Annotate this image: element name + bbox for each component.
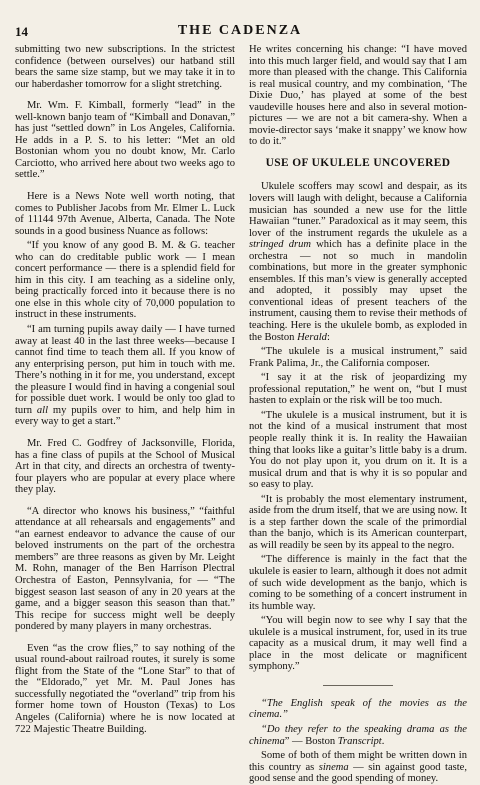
text-run: “Do they refer to the speaking drama as the [261, 723, 467, 735]
paragraph [15, 324, 235, 428]
emphasis: sinema [318, 761, 349, 773]
paragraph: submitting two new subscriptions. In the strictest confidence (between ourselves) our hatband still bears the same size stamp, but we may take it in to our haberdasher tomorrow for a slight stretching. [15, 44, 235, 90]
page-number: 14 [15, 24, 28, 39]
section-title: USE OF UKULELE UNCOVERED [265, 156, 451, 169]
paragraph: “The ukulele is a musical instrument, but it is not the kind of a musical instrument that most people really think it is. In reality the Hawaiian thing that looks like a guitar’s little baby is a drum. You do not play upon it, you drum on it. It is a musical drum and that is why it is so popular and so easy to play. [249, 409, 467, 491]
paragraph: “The difference is mainly in the fact that the ukulele is easier to learn, although it does not admit of such wide development as the banjo, which is coming to be something of a concert instrument in its humble way. [249, 554, 467, 612]
text-run: . [381, 735, 385, 747]
paragraph: Mr. Fred C. Godfrey of Jacksonville, Florida, has a fine class of pupils at the School of Musical Art in that city, and directs an orchestra of twenty-four players who are popular at every place where they play. [15, 437, 235, 496]
text-run: Ukulele scoffers may scowl and despair, as its lovers will laugh with delight, because a California musician has sounded a new use for the little Hawaiian “tuner.” Paradoxical as it may seem, this lover of the instrument regards the ukulele as a [249, 181, 467, 239]
emphasis: stringed drum [249, 239, 311, 251]
paragraph: Mr. Wm. F. Kimball, formerly “lead” in the well-known banjo team of “Kimball and Donavan,” has just “settled down” in Los Angeles, California. He adds in a P. S. to his letter: “Met an old Bostonian whom you no doubt know, Mr. Carlo Carciotto, who arrived here about two weeks ago to settle.” [15, 100, 235, 181]
paragraph: He writes concerning his change: “I have moved into this much larger field, and would say that I am more than pleased with the change. This California is real musical country, and my combination, ‘The Dixie Duo,’ has played at some of the best vaudeville houses here and also in several motion-pictures — we are not a bit camera-shy. When a movie-director says ‘make it snappy’ we know how to do it.” [249, 44, 468, 148]
emphasis: chinema [249, 735, 285, 747]
paragraph: “You will begin now to see why I say that the ukulele is a musical instrument, for, used in its true capacity as a musical drum, it may well find a place in the most delicate or magnificent symphony.” [249, 615, 467, 673]
text-run: my pupils over to him, and help him in every way to get a start.” [15, 404, 235, 428]
page-header [15, 24, 465, 40]
quote: “The English speak of the movies as the cinema.” [249, 697, 467, 721]
paragraph [249, 181, 467, 343]
paragraph [249, 750, 467, 785]
text-run: Some of both of them might be written down in this country as [249, 750, 467, 773]
paragraph: “It is probably the most elementary instrument, aside from the drum itself, that we are using now. It is a step farther down the scale of the primordial than the banjo, which is its American counterpart, as will readily be seen by its appeal to the negro. [249, 493, 467, 551]
text-run: ” — Boston [284, 735, 338, 747]
right-column [249, 44, 467, 785]
paragraph: “The ukulele is a musical instrument,” said Frank Palima, Jr., the California composer. [249, 346, 467, 369]
emphasis: all [36, 404, 48, 416]
source-name: Transcript [337, 735, 382, 747]
paragraph: Even “as the crow flies,” to say nothing of the usual round-about railroad routes, it surely is some flight from the State of the “Lone Star” to that of the “Eldorado,” yet Mr. M. Paul Jones has successfully negotiated the “overland” trip from his former home town of Houston (Texas) to Los Angeles (California) where he is now located at 722 Majestic Theatre Building. [15, 642, 235, 735]
text-run: — sin against good taste, good sense and the good spending of money. [249, 761, 467, 785]
paragraph: “A director who knows his business,” “faithful attendance at all rehearsals and engagements” and “an earnest endeavor to advance the cause of our beloved instruments on the part of the orchestra members” are three reasons as given by Mr. Leight M. Rohn, manager of the Ben Harrison Plectral Orchestra of Easton, Pennsylvania, for — “The biggest season last season of any in 20 years at the game, and a bigger season this season than that.” This recipe for success might well be deeply pondered by many players in many orchestras. [15, 505, 235, 633]
source-name: Herald [297, 331, 327, 343]
left-column [15, 44, 235, 735]
running-title: THE CADENZA [177, 23, 303, 38]
text-run: : [326, 331, 330, 343]
paragraph: “I say it at the risk of jeopardizing my professional reputation,” he went on, “but I must hasten to explain or the risk will be too much. [249, 372, 467, 407]
text-run: which has a definite place in the orchestra — not so much in mandolin combinations, but more in the greater symphonic ensembles. If this man’s view is generally accepted and adopted, it possibly may upset the conventional ideas of present teachers of the instrument, causing them to revise their methods of teaching. Here is the ukulele bomb, as exploded in the Boston [249, 239, 467, 343]
text-run: “I am turning pupils away daily — I have turned away at least 40 in the last three weeks—because I cannot find time to teach them all. If you know of any enterprising person, put him in touch with me. There’s nothing in it for me, you understand, except the pleasure I would find in having a congenial soul for possible duet work. I would be only too glad to turn [15, 324, 235, 416]
paragraph: “If you know of any good B. M. & G. teacher who can do creditable public work — I mean concert performance — there is a splendid field for him in this city. I am teaching as a sideline only, being practically forced into it because there is no one else in this whole city of 70,000 population to instruct in these instruments. [15, 240, 235, 321]
divider [323, 685, 393, 686]
paragraph: Here is a News Note well worth noting, that comes to Publisher Jacobs from Mr. Elmer L. Luck of 11144 97th Avenue, Alberta, Canada. The Note sounds in a good business Nuance as follows: [15, 191, 235, 237]
quote [249, 724, 467, 747]
